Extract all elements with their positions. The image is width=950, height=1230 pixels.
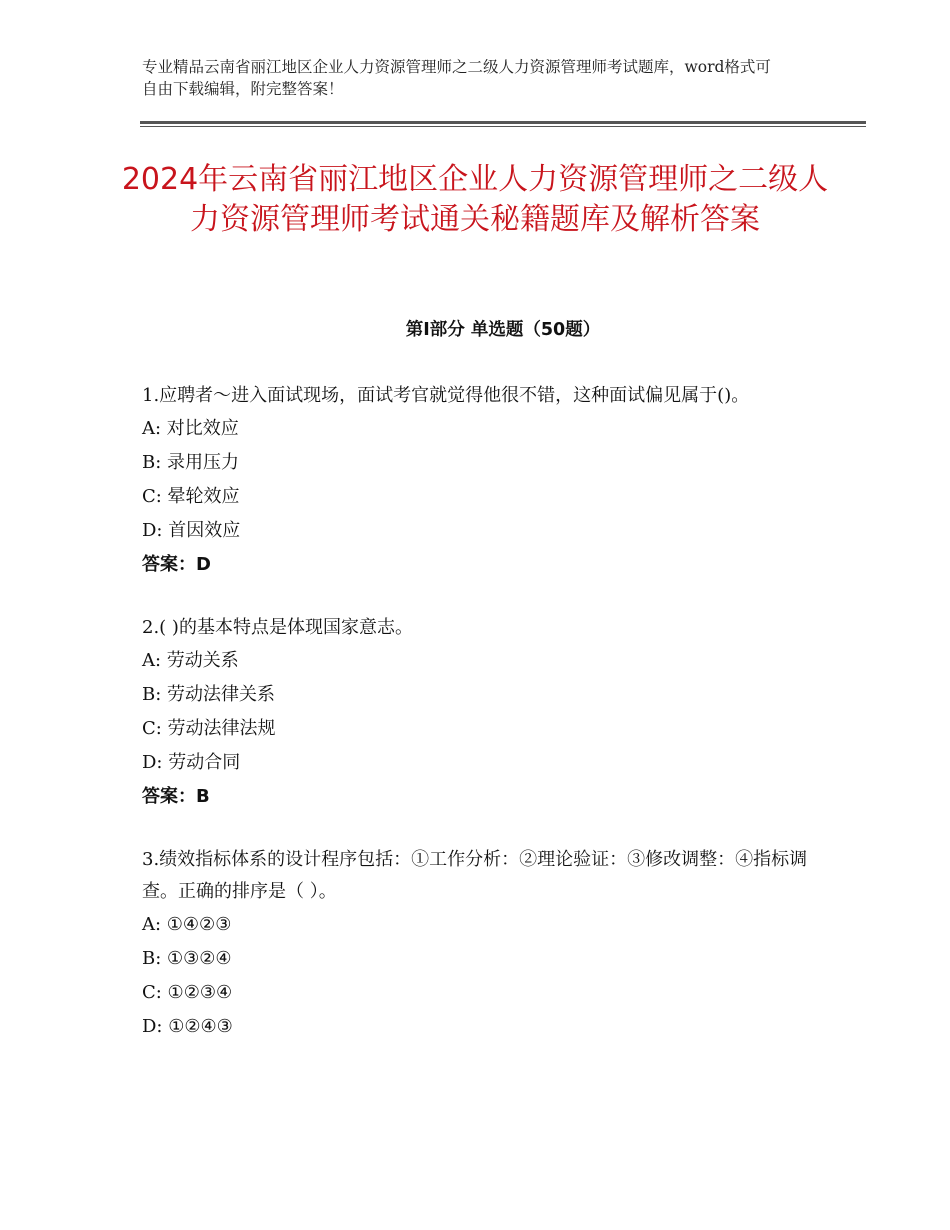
question-1 [142,380,822,582]
option-b: B: 劳动法律关系 [142,684,276,705]
question-stem: 2.( )的基本特点是体现国家意志。 [142,617,413,638]
question-list [142,380,822,1074]
header-rule-thick [140,121,866,124]
option-d: D: ①②④③ [142,1016,233,1037]
answer: 答案：B [142,786,210,807]
option-a: A: ①④②③ [142,914,232,935]
document-title: 2024年云南省丽江地区企业人力资源管理师之二级人力资源管理师考试通关秘籍题库及解析答案 [121,162,829,237]
question-3 [142,844,822,1044]
option-c: C: ①②③④ [142,982,233,1003]
question-stem: 1.应聘者～进入面试现场，面试考官就觉得他很不错，这种面试偏见属于()。 [142,385,750,406]
header-rule-thin [140,126,866,127]
option-d: D: 劳动合同 [142,752,241,773]
option-b: B: 录用压力 [142,452,240,473]
option-c: C: 劳动法律法规 [142,718,276,739]
header-note: 专业精品云南省丽江地区企业人力资源管理师之二级人力资源管理师考试题库，word格式可自由下载编辑，附完整答案！ [142,58,771,98]
question-stem: 3.绩效指标体系的设计程序包括：①工作分析：②理论验证：③修改调整：④指标调查。正确的排序是（ ）。 [142,849,808,902]
section-title: 第Ⅰ部分 单选题（50题） [405,320,601,340]
option-c: C: 晕轮效应 [142,486,240,507]
option-d: D: 首因效应 [142,520,241,541]
answer: 答案：D [142,554,211,575]
question-2 [142,612,822,814]
option-a: A: 对比效应 [142,418,239,439]
option-b: B: ①③②④ [142,948,232,969]
option-a: A: 劳动关系 [142,650,239,671]
